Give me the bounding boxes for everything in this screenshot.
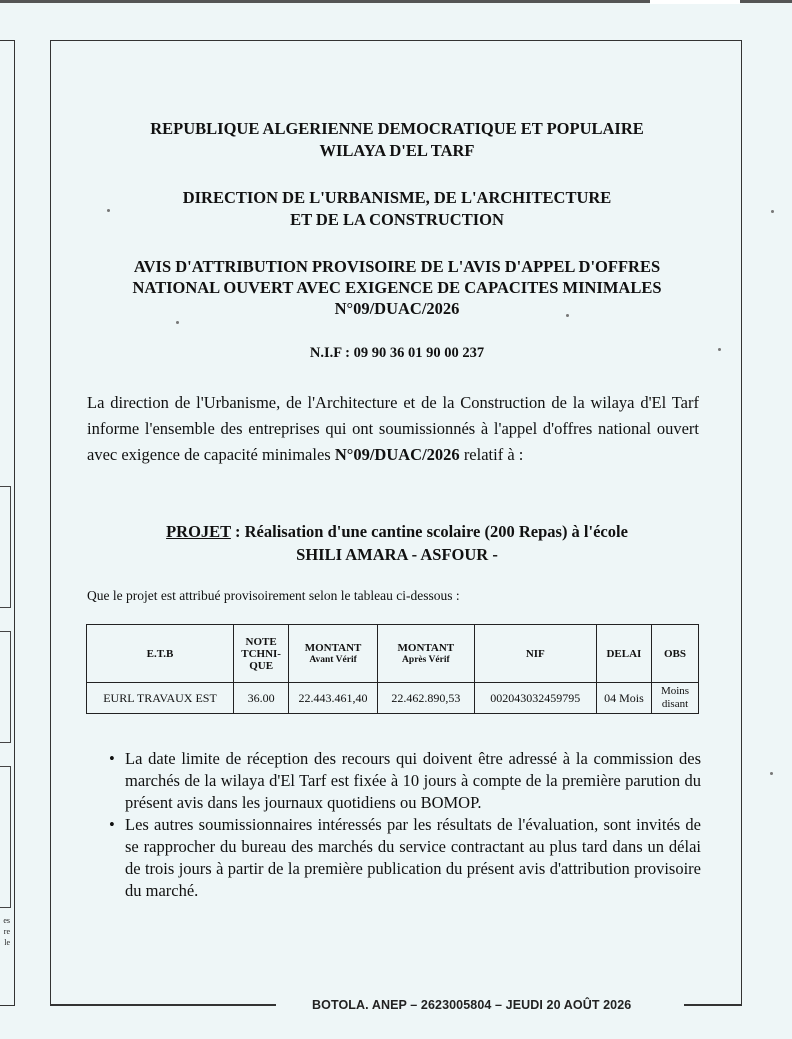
col-obs: OBS [652, 625, 699, 683]
col-montant-apres [377, 625, 474, 683]
intro-paragraph [87, 390, 699, 468]
direction-header [52, 187, 742, 231]
col-montant-apres-label: MONTANT [397, 641, 455, 654]
avis-title [52, 256, 742, 319]
table-header-row [87, 625, 699, 683]
direction-title-line2: ET DE LA CONSTRUCTION [290, 210, 504, 229]
list-item [109, 748, 701, 814]
projet-description: : Réalisation d'une cantine scolaire (200 Repas) à l'école [230, 522, 628, 541]
bullet-text: La date limite de réception des recours qui doivent être adressé à la commission des marchés de la wilaya d'El Tarf est fixée à 10 jours à compte de la première parution du présent avis dans les journaux quotidiens ou BOMOP. [125, 749, 701, 812]
intro-tail: relatif à : [463, 445, 524, 464]
table-row [87, 683, 699, 714]
col-montant-avant-label: MONTANT [304, 641, 362, 654]
col-montant-apres-sub: Après Vérif [402, 654, 450, 665]
frame-bottom-left [50, 1004, 276, 1006]
projet-school: SHILI AMARA - ASFOUR - [296, 545, 498, 564]
cell-nif: 002043032459795 [474, 683, 596, 714]
attribution-note: Que le projet est attribué provisoirement selon le tableau ci-dessous : [87, 588, 460, 603]
adjacent-ad-box [0, 766, 11, 908]
wilaya-title: WILAYA D'EL TARF [319, 141, 475, 160]
col-etb: E.T.B [87, 625, 234, 683]
print-speck [718, 348, 721, 351]
col-note: NOTE TCHNI-QUE [234, 625, 289, 683]
print-speck [771, 210, 774, 213]
col-montant-avant [289, 625, 378, 683]
cell-montant-avant: 22.443.461,40 [289, 683, 378, 714]
projet-label: PROJET [166, 522, 231, 541]
adjacent-ad-text [0, 915, 10, 948]
print-speck [107, 209, 110, 212]
avis-reference: N°09/DUAC/2026 [334, 299, 460, 318]
projet-title [52, 520, 742, 566]
bullet-icon: • [109, 815, 115, 834]
adjacent-ad-box [0, 486, 11, 608]
nif-line: N.I.F : 09 90 36 01 90 00 237 [309, 345, 485, 361]
avis-title-line2: NATIONAL OUVERT AVEC EXIGENCE DE CAPACITES MINIMALES [132, 278, 662, 297]
frame-bottom-right [684, 1004, 742, 1006]
col-delai: DELAI [596, 625, 651, 683]
conditions-list [109, 748, 701, 902]
cell-montant-apres: 22.462.890,53 [377, 683, 474, 714]
cell-etb: EURL TRAVAUX EST [87, 683, 234, 714]
print-speck [566, 314, 569, 317]
adjacent-ad-text-line: es [3, 916, 10, 925]
adjacent-ad-text-line: le [4, 938, 10, 947]
direction-title-line1: DIRECTION DE L'URBANISME, DE L'ARCHITECTURE [182, 188, 612, 207]
avis-title-line1: AVIS D'ATTRIBUTION PROVISOIRE DE L'AVIS D'APPEL D'OFFRES [133, 257, 661, 276]
print-speck [176, 321, 179, 324]
adjacent-ad-fragment [0, 40, 15, 1006]
print-speck [770, 772, 773, 775]
republic-title: REPUBLIQUE ALGERIENNE DEMOCRATIQUE ET POPULAIRE [150, 119, 644, 138]
bullet-text: Les autres soumissionnaires intéressés par les résultats de l'évaluation, sont invités de se rapprocher du bureau des marchés du service contractant au plus tard dans un délai de trois jours à partir de la première publication du présent avis d'attribution provisoire du marché. [125, 815, 701, 900]
attribution-table [86, 624, 699, 714]
adjacent-ad-text-line: re [3, 927, 10, 936]
adjacent-ad-box [0, 631, 11, 743]
bullet-icon: • [109, 749, 115, 768]
cell-obs: Moins disant [652, 683, 699, 714]
col-montant-avant-sub: Avant Vérif [309, 654, 357, 665]
intro-reference: N°09/DUAC/2026 [334, 445, 460, 464]
list-item [109, 814, 701, 902]
publication-footer: BOTOLA. ANEP – 2623005804 – JEUDI 20 AOÛT 2026 [312, 998, 632, 1012]
republic-header [52, 118, 742, 162]
cell-delai: 04 Mois [596, 683, 651, 714]
intro-text: La direction de l'Urbanisme, de l'Architecture et de la Construction de la wilaya d'El Tarf informe l'ensemble des entreprises qui ont soumissionnés à l'appel d'offres national ouvert avec exigence de capacité minimales [87, 393, 699, 464]
col-nif: NIF [474, 625, 596, 683]
cell-note: 36.00 [234, 683, 289, 714]
page-top-mark [650, 0, 740, 4]
